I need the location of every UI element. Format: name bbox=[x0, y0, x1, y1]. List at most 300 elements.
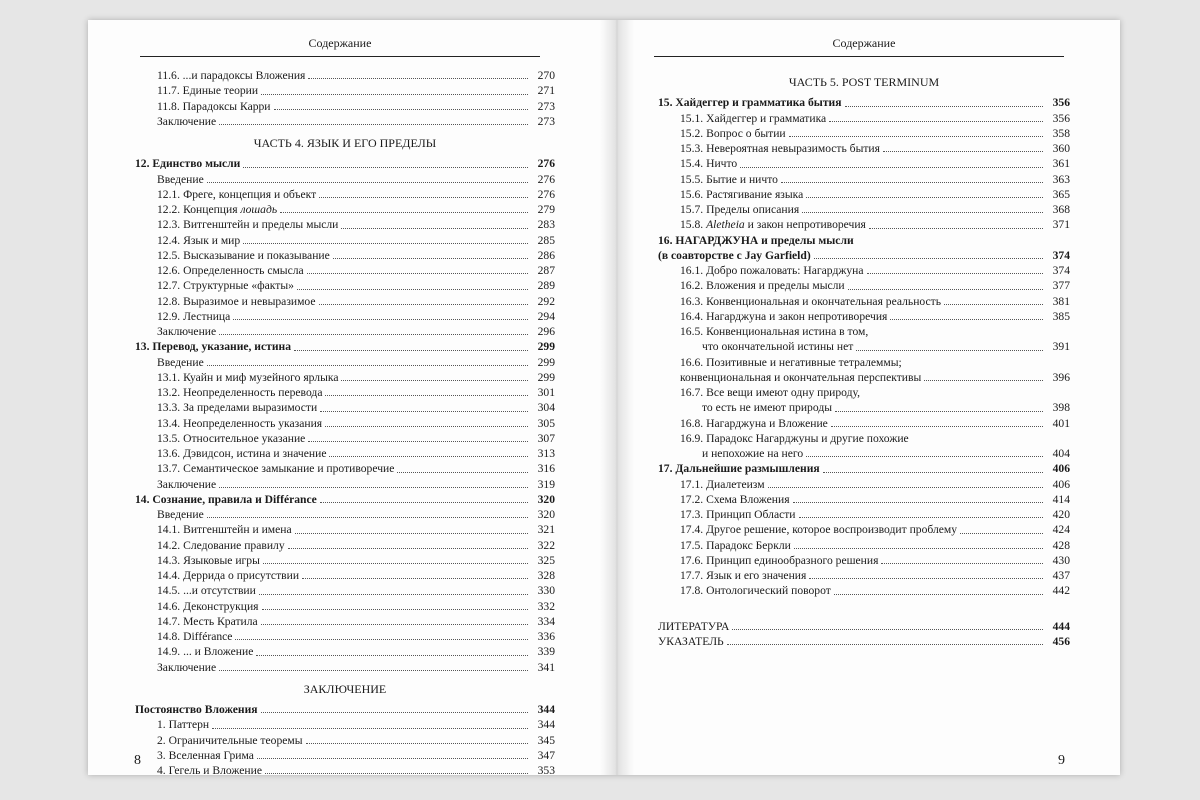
toc-entry-title: 16.7. Все вещи имеют одну природу, bbox=[680, 386, 861, 399]
toc-entry bbox=[658, 263, 1070, 278]
toc-chapter-entry bbox=[135, 702, 555, 717]
toc-page-number: 356 bbox=[1052, 96, 1070, 110]
toc-entry bbox=[135, 660, 555, 675]
toc-page-number: 285 bbox=[537, 233, 555, 247]
leader-dots bbox=[219, 334, 528, 335]
leader-dots bbox=[207, 517, 528, 518]
toc-page-number: 304 bbox=[537, 401, 555, 415]
toc-entry bbox=[658, 553, 1070, 568]
toc-entry bbox=[135, 83, 555, 98]
toc-entry-title: 12.8. Выразимое и невыразимое bbox=[157, 294, 316, 308]
part-heading: ЗАКЛЮЧЕНИЕ bbox=[303, 681, 387, 696]
toc-entry-title: 16.8. Нагарджуна и Вложение bbox=[680, 416, 828, 430]
toc-chapter-entry bbox=[658, 95, 1070, 110]
leader-dots bbox=[329, 456, 528, 457]
leader-dots bbox=[259, 594, 528, 595]
toc-entry-title: 17. Дальнейшие размышления bbox=[658, 462, 820, 476]
toc-page-number: 270 bbox=[537, 69, 555, 82]
toc-page-number: 398 bbox=[1052, 401, 1070, 415]
leader-dots bbox=[768, 487, 1043, 488]
toc-page-number: 365 bbox=[1052, 187, 1070, 201]
toc-chapter-entry bbox=[135, 156, 555, 171]
part-heading: ЧАСТЬ 5. POST TERMINUM bbox=[788, 75, 940, 89]
toc-entry bbox=[135, 248, 555, 263]
leader-dots bbox=[809, 578, 1043, 579]
toc-entry-title: 16.6. Позитивные и негативные тетралеммы; bbox=[680, 355, 902, 369]
toc-entry-title: и непохожие на него bbox=[702, 447, 804, 460]
toc-entry-title: 17.5. Парадокс Беркли bbox=[680, 538, 791, 552]
toc-entry-title: 12.7. Структурные «факты» bbox=[157, 279, 294, 293]
toc-page-number: 437 bbox=[1052, 569, 1070, 582]
leader-dots bbox=[831, 426, 1043, 427]
toc-entry-title: 17.3. Принцип Области bbox=[680, 508, 796, 521]
leader-dots bbox=[881, 563, 1043, 564]
toc-entry bbox=[135, 309, 555, 324]
toc-entry bbox=[135, 355, 555, 370]
leader-dots bbox=[219, 124, 528, 125]
part-heading: ЧАСТЬ 4. ЯЗЫК И ЕГО ПРЕДЕЛЫ bbox=[253, 136, 437, 150]
toc-entry bbox=[135, 553, 555, 568]
toc-page-number: 360 bbox=[1052, 142, 1070, 155]
toc-entry-title: 12.3. Витгенштейн и пределы мысли bbox=[157, 218, 339, 232]
leader-dots bbox=[802, 212, 1043, 213]
toc-entry bbox=[658, 172, 1070, 187]
toc-chapter-entry bbox=[658, 248, 1070, 263]
toc-entry-title: 15.7. Пределы описания bbox=[680, 203, 800, 216]
toc-page-number: 381 bbox=[1052, 294, 1070, 308]
leader-dots bbox=[845, 106, 1044, 107]
toc-page-number: 363 bbox=[1052, 172, 1070, 186]
toc-page-number: 356 bbox=[1052, 111, 1070, 125]
toc-entry-title: то есть не имеют природы bbox=[702, 401, 833, 415]
toc-entry-title: 13.2. Неопределенность перевода bbox=[157, 386, 323, 399]
running-head: Содержание bbox=[832, 36, 896, 50]
toc-page-number: 287 bbox=[537, 264, 555, 277]
toc-page-number: 313 bbox=[537, 447, 555, 460]
toc-entry-title: 13.7. Семантическое замыкание и противоречие bbox=[157, 462, 395, 476]
toc-entry-title: УКАЗАТЕЛЬ bbox=[658, 634, 724, 648]
leader-dots bbox=[308, 78, 528, 79]
toc-page-number: 283 bbox=[537, 218, 555, 232]
leader-dots bbox=[308, 441, 528, 442]
toc-entry-title: 14.5. ...и отсутствии bbox=[157, 584, 256, 598]
toc-entry bbox=[135, 614, 555, 629]
toc-entry-title: 15.1. Хайдеггер и грамматика bbox=[680, 111, 827, 125]
toc-entry-title: 12.4. Язык и мир bbox=[157, 233, 241, 247]
toc-entry-title: 13.4. Неопределенность указания bbox=[157, 416, 323, 430]
leader-dots bbox=[848, 289, 1043, 290]
toc-entry bbox=[135, 172, 555, 187]
toc-page-number: 273 bbox=[537, 114, 555, 128]
leader-dots bbox=[806, 456, 1043, 457]
toc-page-number: 385 bbox=[1052, 309, 1070, 323]
toc-entry bbox=[658, 477, 1070, 492]
toc-entry bbox=[135, 187, 555, 202]
leader-dots bbox=[257, 758, 528, 759]
toc-entry bbox=[135, 477, 555, 492]
toc-entry-title: 12.2. Концепция лошадь bbox=[157, 203, 278, 216]
toc-entry bbox=[135, 522, 555, 537]
leader-dots bbox=[727, 644, 1043, 645]
page-number: 9 bbox=[1058, 753, 1065, 768]
toc-page-number: 353 bbox=[537, 764, 555, 777]
toc-entry bbox=[135, 763, 555, 778]
toc-entry-title: 14.1. Витгенштейн и имена bbox=[157, 523, 292, 537]
leader-dots bbox=[835, 411, 1043, 412]
leader-dots bbox=[944, 304, 1043, 305]
leader-dots bbox=[307, 273, 528, 274]
toc-entry-title: 13.5. Относительное указание bbox=[157, 431, 306, 445]
toc-entry bbox=[658, 619, 1070, 634]
toc-entry bbox=[135, 400, 555, 415]
left-page bbox=[88, 20, 608, 775]
toc-entry bbox=[658, 431, 1070, 446]
leader-dots bbox=[261, 624, 528, 625]
toc-entry bbox=[658, 217, 1070, 232]
toc-entry bbox=[135, 644, 555, 659]
toc-entry bbox=[658, 126, 1070, 141]
toc-entry bbox=[135, 538, 555, 553]
toc-page-number: 319 bbox=[537, 477, 555, 491]
toc-entry-title: 15.2. Вопрос о бытии bbox=[680, 126, 786, 140]
leader-dots bbox=[793, 502, 1043, 503]
toc-page-number: 322 bbox=[537, 538, 555, 552]
toc-page-number: 442 bbox=[1052, 584, 1070, 598]
toc-spacer bbox=[658, 599, 1070, 619]
toc-entry-title: 16.2. Вложения и пределы мысли bbox=[680, 279, 845, 293]
leader-dots bbox=[295, 533, 528, 534]
leader-dots bbox=[280, 212, 528, 213]
toc-page-number: 294 bbox=[537, 309, 555, 323]
toc-entry-title: (в соавторстве с Jay Garfield) bbox=[658, 248, 811, 262]
leader-dots bbox=[235, 639, 528, 640]
toc-entry-title: 14.3. Языковые игры bbox=[157, 553, 260, 567]
leader-dots bbox=[288, 548, 528, 549]
table-of-contents bbox=[658, 68, 1070, 649]
toc-entry-title: 11.8. Парадоксы Карри bbox=[157, 99, 271, 113]
toc-entry-title: Введение bbox=[157, 172, 204, 186]
toc-entry bbox=[135, 568, 555, 583]
toc-page-number: 341 bbox=[537, 660, 555, 674]
toc-entry-title: 17.2. Схема Вложения bbox=[680, 492, 790, 506]
toc-entry bbox=[658, 187, 1070, 202]
leader-dots bbox=[320, 502, 528, 503]
toc-page-number: 344 bbox=[537, 718, 555, 732]
toc-entry-title: 13.3. За пределами выразимости bbox=[157, 401, 318, 415]
toc-entry-title: 15.5. Бытие и ничто bbox=[680, 172, 778, 186]
toc-page-number: 276 bbox=[537, 187, 555, 201]
toc-page-number: 406 bbox=[1052, 462, 1070, 476]
leader-dots bbox=[834, 594, 1043, 595]
toc-page-number: 276 bbox=[537, 172, 555, 186]
toc-entry-title: 14.8. Différance bbox=[157, 630, 233, 643]
leader-dots bbox=[823, 472, 1043, 473]
toc-page-number: 334 bbox=[537, 614, 555, 628]
toc-entry bbox=[658, 400, 1070, 415]
toc-page-number: 396 bbox=[1052, 370, 1070, 384]
toc-entry-title: 12. Единство мысли bbox=[135, 157, 241, 171]
toc-entry-title: 14.6. Деконструкция bbox=[157, 599, 259, 613]
leader-dots bbox=[294, 350, 528, 351]
toc-entry-title: 16.9. Парадокс Нагарджуны и другие похожие bbox=[680, 431, 909, 445]
toc-entry-title: конвенциональная и окончательная перспективы bbox=[680, 370, 922, 384]
toc-page-number: 328 bbox=[537, 569, 555, 582]
toc-page-number: 301 bbox=[537, 386, 555, 399]
leader-dots bbox=[263, 563, 528, 564]
toc-entry bbox=[135, 217, 555, 232]
leader-dots bbox=[261, 712, 528, 713]
toc-entry bbox=[658, 446, 1070, 461]
toc-entry-title: Постоянство Вложения bbox=[135, 703, 258, 716]
toc-entry-title: 14. Сознание, правила и Différance bbox=[135, 492, 317, 506]
toc-entry-title: Заключение bbox=[157, 477, 217, 491]
toc-page-number: 344 bbox=[537, 703, 555, 716]
toc-entry-title: 15.4. Ничто bbox=[680, 157, 738, 171]
toc-chapter-entry bbox=[135, 339, 555, 354]
toc-entry-title: 13. Перевод, указание, истина bbox=[135, 340, 291, 354]
leader-dots bbox=[806, 197, 1043, 198]
toc-entry bbox=[135, 202, 555, 217]
toc-page-number: 368 bbox=[1052, 203, 1070, 216]
toc-entry bbox=[658, 294, 1070, 309]
toc-entry bbox=[135, 114, 555, 129]
toc-entry bbox=[135, 233, 555, 248]
toc-entry-title: 12.9. Лестница bbox=[157, 309, 231, 323]
toc-entry bbox=[135, 507, 555, 522]
leader-dots bbox=[856, 350, 1043, 351]
leader-dots bbox=[261, 94, 528, 95]
toc-entry bbox=[135, 629, 555, 644]
toc-entry bbox=[658, 156, 1070, 171]
toc-entry bbox=[658, 416, 1070, 431]
toc-page-number: 299 bbox=[537, 370, 555, 384]
toc-entry bbox=[658, 385, 1070, 400]
toc-entry-title: 12.5. Высказывание и показывание bbox=[157, 248, 330, 262]
toc-entry bbox=[658, 339, 1070, 354]
toc-page-number: 296 bbox=[537, 325, 555, 338]
leader-dots bbox=[207, 365, 528, 366]
toc-entry bbox=[135, 599, 555, 614]
leader-dots bbox=[883, 151, 1043, 152]
leader-dots bbox=[274, 109, 528, 110]
toc-page-number: 307 bbox=[537, 431, 555, 445]
toc-entry bbox=[135, 416, 555, 431]
toc-entry-title: 13.6. Дэвидсон, истина и значение bbox=[157, 447, 327, 460]
toc-entry-title: 17.8. Онтологический поворот bbox=[680, 584, 831, 598]
toc-entry bbox=[658, 324, 1070, 339]
leader-dots bbox=[219, 487, 528, 488]
toc-page-number: 289 bbox=[537, 279, 555, 293]
toc-entry-title: 16.3. Конвенциональная и окончательная реальность bbox=[680, 294, 941, 308]
leader-dots bbox=[212, 728, 528, 729]
toc-entry-title: 14.7. Месть Кратила bbox=[157, 614, 258, 628]
leader-dots bbox=[306, 743, 528, 744]
toc-entry-title: 12.1. Фреге, концепция и объект bbox=[157, 187, 317, 201]
toc-page-number: 424 bbox=[1052, 523, 1070, 537]
leader-dots bbox=[341, 228, 528, 229]
toc-page-number: 401 bbox=[1052, 416, 1070, 430]
leader-dots bbox=[799, 517, 1043, 518]
toc-page-number: 371 bbox=[1052, 218, 1070, 232]
toc-entry-title: 4. Гегель и Вложение bbox=[157, 764, 262, 777]
toc-entry bbox=[135, 583, 555, 598]
leader-dots bbox=[262, 609, 529, 610]
toc-page-number: 420 bbox=[1052, 508, 1070, 521]
right-page bbox=[608, 20, 1120, 775]
toc-entry-title: 14.4. Деррида о присутствии bbox=[157, 569, 300, 582]
leader-dots bbox=[397, 472, 528, 473]
toc-entry bbox=[135, 461, 555, 476]
toc-page-number: 414 bbox=[1052, 492, 1070, 506]
toc-entry bbox=[135, 431, 555, 446]
toc-entry-title: 16.1. Добро пожаловать: Нагарджуна bbox=[680, 264, 864, 277]
toc-entry-title: 14.2. Следование правилу bbox=[157, 538, 285, 552]
toc-page-number: 430 bbox=[1052, 553, 1070, 567]
toc-page-number: 292 bbox=[537, 294, 555, 308]
toc-page-number: 404 bbox=[1052, 447, 1070, 460]
toc-page-number: 456 bbox=[1052, 634, 1070, 648]
leader-dots bbox=[243, 243, 528, 244]
toc-entry bbox=[658, 309, 1070, 324]
toc-entry-title: 16. НАГАРДЖУНА и пределы мысли bbox=[658, 233, 854, 247]
toc-entry bbox=[658, 583, 1070, 598]
toc-entry bbox=[658, 538, 1070, 553]
toc-page-number: 320 bbox=[537, 492, 555, 506]
leader-dots bbox=[333, 258, 528, 259]
toc-entry-title: 15.8. Aletheia и закон непротиворечия bbox=[680, 218, 866, 232]
leader-dots bbox=[233, 319, 528, 320]
toc-entry bbox=[135, 99, 555, 114]
leader-dots bbox=[924, 380, 1043, 381]
toc-page-number: 271 bbox=[537, 84, 555, 98]
toc-entry bbox=[658, 111, 1070, 126]
header-rule bbox=[140, 56, 540, 57]
toc-chapter-entry bbox=[658, 461, 1070, 476]
toc-entry-title: ЛИТЕРАТУРА bbox=[658, 619, 730, 633]
toc-entry bbox=[135, 370, 555, 385]
book-spread bbox=[88, 20, 1120, 775]
toc-page-number: 336 bbox=[537, 630, 555, 643]
toc-entry-title: 1. Паттерн bbox=[157, 718, 210, 732]
toc-page-number: 444 bbox=[1052, 619, 1070, 633]
toc-page-number: 299 bbox=[537, 355, 555, 369]
toc-entry bbox=[135, 733, 555, 748]
leader-dots bbox=[781, 182, 1043, 183]
toc-entry-title: 17.4. Другое решение, которое воспроизводит проблему bbox=[680, 523, 958, 537]
toc-entry-title: 17.1. Диалетеизм bbox=[680, 477, 765, 491]
toc-page-number: 391 bbox=[1052, 340, 1070, 354]
toc-entry-title: 2. Ограничительные теоремы bbox=[157, 733, 303, 747]
toc-entry-title: 3. Вселенная Грима bbox=[157, 748, 254, 762]
leader-dots bbox=[960, 533, 1043, 534]
leader-dots bbox=[325, 395, 528, 396]
leader-dots bbox=[256, 655, 528, 656]
toc-page-number: 321 bbox=[537, 523, 555, 537]
toc-page-number: 361 bbox=[1052, 157, 1070, 171]
toc-entry bbox=[135, 263, 555, 278]
leader-dots bbox=[319, 304, 528, 305]
table-of-contents bbox=[135, 68, 555, 778]
running-head: Содержание bbox=[308, 36, 372, 50]
toc-page-number: 374 bbox=[1052, 264, 1070, 277]
leader-dots bbox=[867, 273, 1044, 274]
toc-page-number: 299 bbox=[537, 340, 555, 354]
toc-entry bbox=[135, 68, 555, 83]
toc-entry bbox=[658, 355, 1070, 370]
header-rule bbox=[654, 56, 1064, 57]
toc-entry-title: Введение bbox=[157, 355, 204, 369]
leader-dots bbox=[319, 197, 528, 198]
toc-entry-title: 17.7. Язык и его значения bbox=[680, 569, 807, 582]
toc-entry-title: Введение bbox=[157, 508, 204, 521]
leader-dots bbox=[732, 629, 1043, 630]
toc-page-number: 358 bbox=[1052, 126, 1070, 140]
toc-page-number: 406 bbox=[1052, 477, 1070, 491]
toc-entry bbox=[658, 370, 1070, 385]
toc-entry-title: Заключение bbox=[157, 114, 217, 128]
leader-dots bbox=[243, 167, 528, 168]
toc-entry-title: 15.6. Растягивание языка bbox=[680, 187, 804, 201]
toc-entry bbox=[658, 278, 1070, 293]
toc-entry bbox=[658, 522, 1070, 537]
toc-page-number: 273 bbox=[537, 99, 555, 113]
toc-entry-title: что окончательной истины нет bbox=[702, 340, 854, 354]
toc-page-number: 279 bbox=[537, 203, 555, 216]
toc-page-number: 276 bbox=[537, 157, 555, 171]
toc-page-number: 286 bbox=[537, 248, 555, 262]
toc-entry bbox=[135, 278, 555, 293]
toc-entry-title: 11.7. Единые теории bbox=[157, 84, 259, 98]
toc-entry-title: 17.6. Принцип единообразного решения bbox=[680, 553, 879, 567]
leader-dots bbox=[341, 380, 528, 381]
toc-entry bbox=[135, 385, 555, 400]
toc-entry bbox=[658, 568, 1070, 583]
leader-dots bbox=[265, 773, 528, 774]
leader-dots bbox=[297, 289, 528, 290]
toc-entry-title: 16.4. Нагарджуна и закон непротиворечия bbox=[680, 309, 888, 323]
toc-page-number: 347 bbox=[537, 748, 555, 762]
toc-entry bbox=[658, 634, 1070, 649]
toc-page-number: 316 bbox=[537, 462, 555, 476]
toc-entry-title: Заключение bbox=[157, 325, 217, 338]
leader-dots bbox=[890, 319, 1043, 320]
toc-page-number: 339 bbox=[537, 645, 555, 659]
toc-entry-title: Заключение bbox=[157, 660, 217, 674]
toc-entry bbox=[658, 507, 1070, 522]
toc-entry-title: 15.3. Невероятная невыразимость бытия bbox=[680, 142, 880, 155]
toc-entry bbox=[135, 717, 555, 732]
toc-page-number: 320 bbox=[537, 508, 555, 521]
toc-page-number: 428 bbox=[1052, 538, 1070, 552]
toc-page-number: 374 bbox=[1052, 248, 1070, 262]
toc-entry-title: 15. Хайдеггер и грамматика бытия bbox=[658, 96, 842, 110]
toc-page-number: 305 bbox=[537, 416, 555, 430]
toc-entry bbox=[658, 202, 1070, 217]
toc-entry-title: 11.6. ...и парадоксы Вложения bbox=[157, 69, 306, 82]
leader-dots bbox=[302, 578, 528, 579]
toc-entry-title: 14.9. ... и Вложение bbox=[157, 645, 254, 659]
leader-dots bbox=[789, 136, 1043, 137]
leader-dots bbox=[207, 182, 528, 183]
toc-entry-title: 12.6. Определенность смысла bbox=[157, 264, 304, 277]
leader-dots bbox=[814, 258, 1043, 259]
toc-page-number: 330 bbox=[537, 584, 555, 598]
leader-dots bbox=[869, 228, 1043, 229]
toc-entry bbox=[658, 492, 1070, 507]
toc-page-number: 325 bbox=[537, 553, 555, 567]
page-number: 8 bbox=[134, 753, 141, 768]
toc-entry bbox=[135, 446, 555, 461]
